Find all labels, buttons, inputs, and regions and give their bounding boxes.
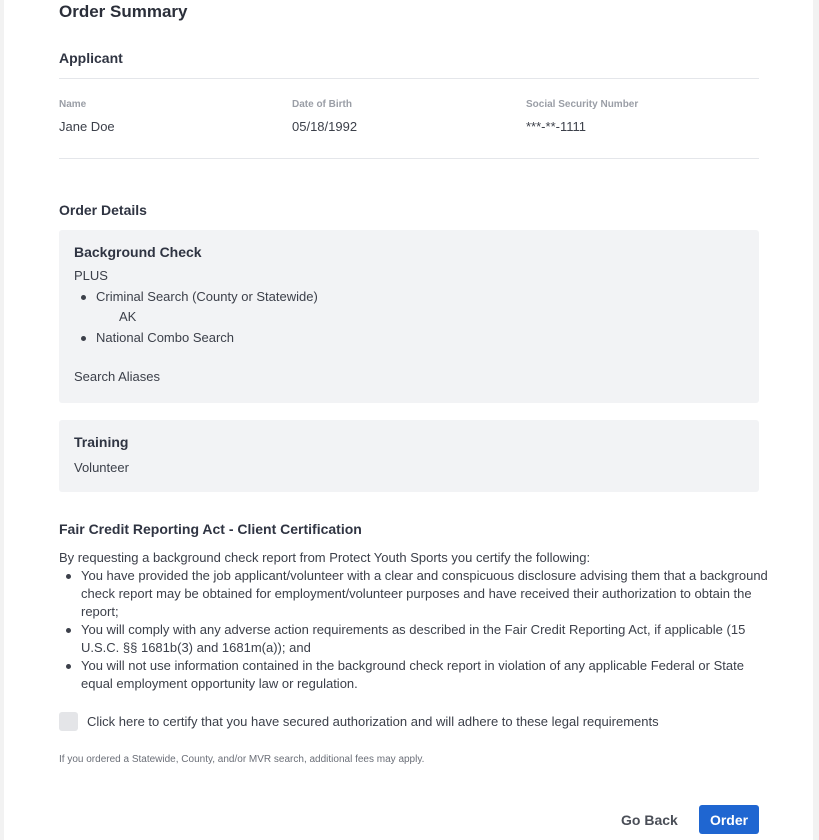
background-check-panel	[59, 230, 759, 403]
applicant-dob-field	[292, 99, 357, 134]
divider	[59, 78, 759, 79]
list-item	[81, 330, 234, 345]
divider	[59, 158, 759, 159]
ssn-value: ***-**-1111	[526, 119, 586, 134]
order-button[interactable]: Order	[699, 805, 759, 834]
background-check-title: Background Check	[74, 244, 202, 260]
list-item: You will not use information contained in the background check report in violation of any applicable Federal or State equal employment opportunity law or regulation.	[59, 657, 769, 693]
training-value: Volunteer	[74, 460, 129, 475]
training-title: Training	[74, 434, 129, 450]
go-back-button[interactable]: Go Back	[615, 805, 684, 834]
list-item	[81, 289, 318, 304]
search-item-state: AK	[119, 309, 137, 324]
fees-note: If you ordered a Statewide, County, and/or MVR search, additional fees may apply.	[59, 754, 425, 765]
search-aliases: Search Aliases	[74, 369, 160, 384]
name-value: Jane Doe	[59, 119, 115, 134]
bullet	[81, 336, 86, 341]
fcra-list	[59, 567, 769, 693]
ssn-label: Social Security Number	[526, 99, 639, 110]
fcra-text	[59, 549, 769, 693]
certify-label[interactable]: Click here to certify that you have secured authorization and will adhere to these legal requirements	[87, 714, 659, 729]
list-item: You have provided the job applicant/volunteer with a clear and conspicuous disclosure advising them that a background check report may be obtained for employment/volunteer purposes and have received their authorization to obtain the report;	[59, 567, 769, 621]
search-item-label: National Combo Search	[96, 330, 235, 345]
order-summary-card	[4, 0, 813, 840]
bullet	[81, 295, 86, 300]
applicant-name-field	[59, 99, 115, 134]
list-item: You will comply with any adverse action requirements as described in the Fair Credit Reporting Act, if applicable (15 U.S.C. §§ 1681b(3) and 1681m(a)); and	[59, 621, 769, 657]
dob-value: 05/18/1992	[292, 119, 358, 134]
fcra-heading: Fair Credit Reporting Act - Client Certification	[59, 521, 362, 537]
package-name: PLUS	[74, 268, 108, 283]
search-item-label: Criminal Search (County or Statewide)	[96, 289, 318, 304]
order-details-heading: Order Details	[59, 202, 147, 218]
certify-row[interactable]	[59, 712, 659, 731]
dob-label: Date of Birth	[292, 99, 352, 110]
page-title: Order Summary	[59, 2, 188, 21]
applicant-heading: Applicant	[59, 50, 123, 66]
certify-checkbox[interactable]	[59, 712, 78, 731]
applicant-ssn-field	[526, 99, 638, 134]
name-label: Name	[59, 99, 87, 110]
training-panel	[59, 420, 759, 492]
fcra-intro: By requesting a background check report from Protect Youth Sports you certify the following:	[59, 550, 591, 565]
